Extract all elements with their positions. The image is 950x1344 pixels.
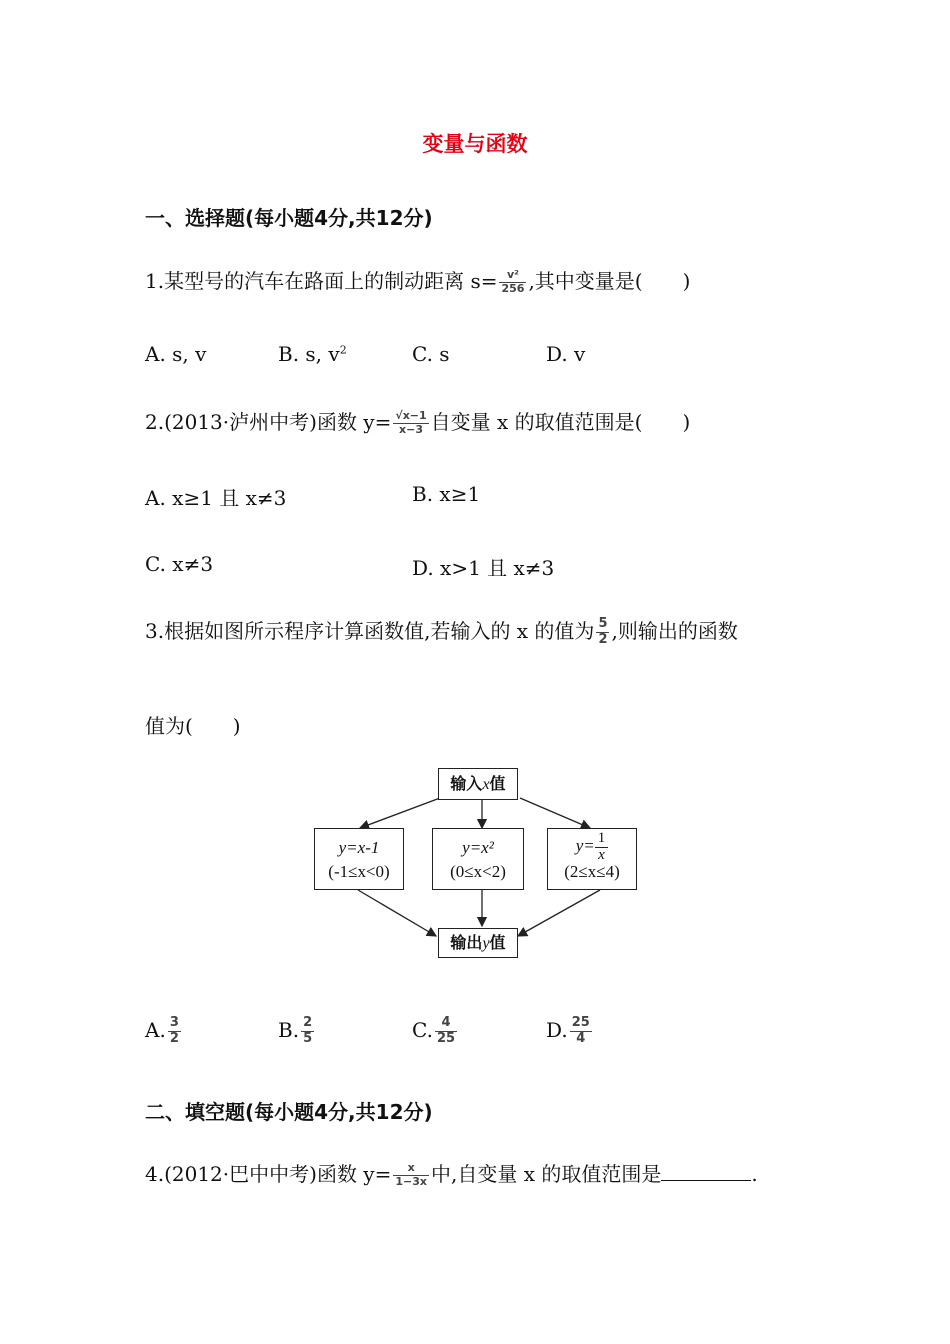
question-3-text-after: ,则输出的函数 <box>611 619 738 643</box>
fraction-denominator: 1−3x <box>395 1175 427 1188</box>
q3-option-a-prefix: A. <box>145 1017 166 1042</box>
fraction-denominator: 256 <box>501 282 525 295</box>
left-range: (-1≤x<0) <box>328 862 390 881</box>
right-expression-prefix: y= <box>575 836 595 856</box>
q1-option-c[interactable]: C. s <box>412 342 450 366</box>
question-3-text: 3.根据如图所示程序计算函数值,若输入的 x 的值为 <box>145 619 595 643</box>
question-2-fraction <box>393 410 428 436</box>
q2-option-a[interactable]: A. x≥1 且 x≠3 <box>145 486 287 510</box>
output-label: 输出 <box>450 933 483 952</box>
q3-option-d-fraction <box>570 1016 592 1047</box>
answer-blank[interactable] <box>661 1162 751 1181</box>
q1-option-a[interactable]: A. s, v <box>145 342 207 366</box>
question-1-text: 1.某型号的汽车在路面上的制动距离 s= <box>145 269 498 293</box>
page-title: 变量与函数 <box>422 132 528 156</box>
radicand: x−1 <box>402 409 427 423</box>
q3-option-d-prefix: D. <box>546 1017 568 1042</box>
flowchart-input-box <box>438 768 518 800</box>
fraction-numerator: 3 <box>169 1015 179 1030</box>
arrow-input-to-left <box>360 798 440 828</box>
question-3-line-2: 值为( ) <box>145 714 241 738</box>
fraction-numerator: x <box>393 1162 429 1176</box>
question-4-fraction <box>393 1162 429 1188</box>
fraction-denominator: 25 <box>436 1030 456 1046</box>
middle-expression: y=x² <box>462 838 494 857</box>
q3-option-c[interactable] <box>412 1016 459 1047</box>
q3-option-a-fraction <box>168 1016 181 1047</box>
arrow-input-to-right <box>520 798 590 828</box>
fraction-numerator: 5 <box>598 616 608 632</box>
q3-option-a[interactable] <box>145 1016 183 1047</box>
question-1 <box>145 265 690 296</box>
fraction-denominator: x−3 <box>399 423 423 436</box>
flowchart-right-box <box>547 828 637 890</box>
q1-option-b-text: B. s, v <box>278 342 340 366</box>
q1-option-d[interactable]: D. v <box>546 342 586 366</box>
question-4-text-after: 中,自变量 x 的取值范围是 <box>430 1162 662 1186</box>
right-expression <box>548 831 636 861</box>
fraction-numerator: √x−1 <box>395 409 427 423</box>
output-suffix: 值 <box>489 933 506 952</box>
q1-option-b[interactable] <box>278 342 347 366</box>
question-4-end: . <box>751 1162 758 1186</box>
flowchart <box>300 760 650 970</box>
output-variable: y <box>482 935 490 952</box>
right-fraction-numerator: 1 <box>595 831 609 848</box>
q2-option-d[interactable]: D. x>1 且 x≠3 <box>412 556 555 580</box>
fraction-denominator: 2 <box>169 1030 179 1046</box>
q2-option-b[interactable]: B. x≥1 <box>412 482 481 506</box>
question-3 <box>145 615 738 648</box>
q3-option-c-fraction <box>435 1016 457 1047</box>
question-1-fraction <box>499 269 526 295</box>
fraction-denominator: 5 <box>303 1030 313 1046</box>
section-heading-choice: 一、选择题(每小题4分,共12分) <box>145 206 433 230</box>
question-2-text: 2.(2013·泸州中考)函数 y= <box>145 410 392 434</box>
q1-option-b-superscript: 2 <box>339 343 347 357</box>
flowchart-middle-box <box>432 828 524 890</box>
fraction-denominator: 2 <box>598 632 608 647</box>
flowchart-output-box <box>438 928 518 958</box>
fraction-numerator: 2 <box>303 1015 313 1030</box>
q2-option-c[interactable]: C. x≠3 <box>145 552 214 576</box>
right-fraction-denominator: x <box>598 846 605 863</box>
q3-option-b-prefix: B. <box>278 1017 300 1042</box>
right-fraction <box>595 831 609 864</box>
q3-option-b-fraction <box>301 1016 314 1047</box>
fraction-denominator: 4 <box>570 1031 592 1047</box>
input-suffix: 值 <box>489 774 506 793</box>
q3-option-b[interactable] <box>278 1016 316 1047</box>
fraction-numerator: 25 <box>571 1015 590 1030</box>
q3-option-d[interactable] <box>546 1016 594 1047</box>
question-3-fraction <box>596 617 609 648</box>
right-range: (2≤x≤4) <box>564 862 620 881</box>
input-variable: x <box>482 776 490 793</box>
question-4-text: 4.(2012·巴中中考)函数 y= <box>145 1162 392 1186</box>
fraction-numerator: 4 <box>441 1015 451 1030</box>
arrow-right-to-output <box>518 890 600 936</box>
fraction-numerator: v² <box>499 269 526 283</box>
question-1-text-after: ,其中变量是( ) <box>528 269 691 293</box>
input-label: 输入 <box>450 774 483 793</box>
question-2 <box>145 406 690 437</box>
left-expression: y=x-1 <box>338 838 380 857</box>
question-2-text-after: 自变量 x 的取值范围是( ) <box>430 410 691 434</box>
arrow-left-to-output <box>358 890 436 936</box>
section-heading-fill-blank: 二、填空题(每小题4分,共12分) <box>145 1100 433 1124</box>
flowchart-left-box <box>314 828 404 890</box>
question-4 <box>145 1158 758 1189</box>
q3-option-c-prefix: C. <box>412 1017 433 1042</box>
middle-range: (0≤x<2) <box>450 862 506 881</box>
